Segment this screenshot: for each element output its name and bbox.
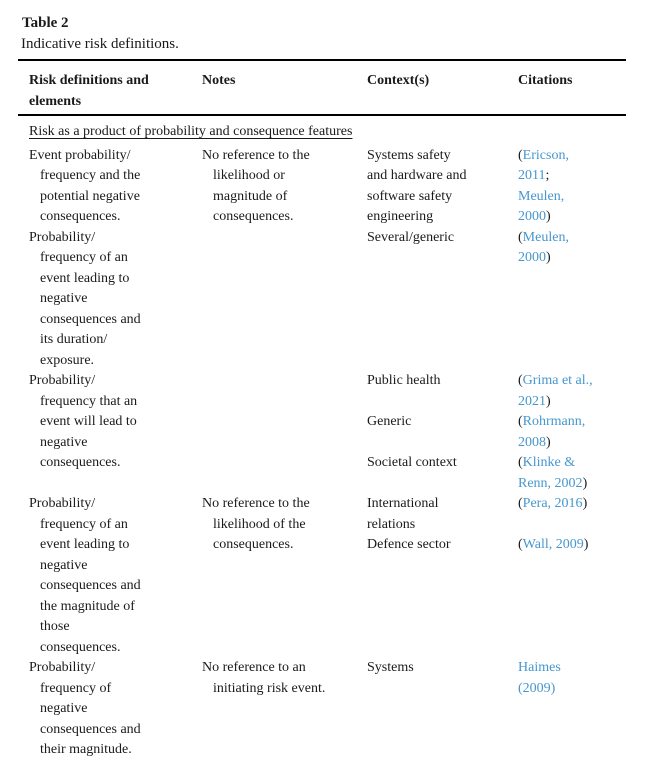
table-caption: Indicative risk definitions. [21, 36, 179, 52]
citation-punct: ) [546, 250, 551, 265]
citation-line [518, 433, 626, 454]
text-line: Generic [367, 414, 412, 429]
citation-line [518, 392, 626, 413]
text-line: negative [40, 701, 88, 716]
text-line: Probability/ [29, 373, 96, 388]
text-line: consequences and [40, 721, 141, 737]
text-line: negative [40, 291, 88, 306]
citation-punct: ) [583, 537, 589, 552]
table-row [18, 228, 626, 372]
citation-line [518, 166, 626, 187]
citation-line [518, 371, 626, 392]
citation-punct: ) [582, 475, 588, 491]
citation-link[interactable]: 2021 [518, 393, 546, 409]
citation-link[interactable]: Renn, 2002 [518, 475, 583, 491]
citation-line [518, 248, 626, 269]
text-line: frequency of [40, 680, 112, 696]
citation-line [518, 453, 626, 474]
text-line: likelihood of the [213, 516, 306, 532]
risk-definitions-table [18, 59, 626, 761]
section-heading: Risk as a product of probability and consequence features [29, 124, 353, 139]
citation-link[interactable]: Grima et al., [522, 373, 593, 388]
text-line: event will lead to [40, 414, 137, 429]
citation-punct: ) [582, 496, 588, 511]
citation-line [518, 658, 626, 679]
citation-line [518, 412, 626, 433]
citation-punct: ( [518, 455, 523, 470]
text-line: initiating risk event. [213, 680, 326, 696]
text-line: Societal context [367, 455, 457, 470]
citation-link[interactable]: Klinke & [522, 455, 576, 470]
text-line: elements [29, 93, 82, 109]
text-line: consequences and [40, 311, 141, 327]
text-line: their magnitude. [40, 742, 132, 757]
text-line: Context(s) [367, 73, 430, 88]
text-line: event leading to [40, 537, 130, 552]
table-row [18, 146, 626, 228]
text-line: Citations [518, 73, 573, 88]
text-line: the magnitude of [40, 598, 135, 614]
text-line: No reference to the [202, 496, 310, 511]
text-line: event leading to [40, 270, 130, 286]
definition-cell [29, 658, 202, 761]
text-line: engineering [367, 209, 434, 224]
citation-punct: ( [518, 147, 523, 163]
text-line: consequences. [213, 209, 294, 224]
text-line: consequences. [40, 455, 121, 470]
text-line: its duration/ [40, 332, 108, 347]
citation-line [518, 474, 626, 495]
column-header-risk-definitions-and-elements [29, 71, 202, 112]
notes-cell [202, 494, 367, 658]
citation-punct: ( [518, 537, 523, 552]
text-line: and hardware and [367, 168, 467, 183]
text-line: Public health [367, 373, 441, 388]
table-row [18, 494, 626, 658]
text-line: International [367, 496, 439, 511]
citations-cell [518, 371, 626, 494]
citation-line [518, 535, 626, 556]
notes-cell [202, 146, 367, 228]
citation-line [518, 187, 626, 208]
text-line: potential negative [40, 188, 140, 204]
text-line: frequency of an [40, 250, 128, 265]
definition-cell [29, 494, 202, 658]
text-line: negative [40, 434, 88, 450]
text-line: consequences. [40, 209, 121, 224]
citation-punct: ) [546, 393, 551, 409]
text-line [367, 392, 518, 413]
citation-line [518, 146, 626, 167]
citations-cell [518, 658, 626, 761]
citation-link[interactable]: Meulen, [522, 229, 569, 245]
citation-punct: ( [518, 373, 523, 388]
citations-cell [518, 494, 626, 658]
citation-line [518, 207, 626, 228]
text-line: magnitude of [213, 188, 288, 204]
citation-link[interactable]: Ericson, [522, 147, 569, 163]
citation-punct: ( [518, 414, 523, 429]
citation-link[interactable]: 2000 [518, 209, 546, 224]
table-row [18, 658, 626, 761]
text-line: those [40, 619, 70, 634]
text-line: Several/generic [367, 229, 455, 245]
column-header-contexts [367, 71, 518, 112]
citation-line [518, 228, 626, 249]
column-header-citations [518, 71, 626, 112]
context-cell [367, 228, 518, 372]
text-line: Probability/ [29, 229, 96, 245]
citation-punct: ) [546, 434, 551, 450]
citation-punct: ; [545, 168, 550, 183]
citation-line [518, 494, 626, 515]
citations-cell [518, 228, 626, 372]
context-cell [367, 494, 518, 658]
citation-link[interactable]: Haimes [518, 660, 561, 675]
citation-link[interactable]: Meulen, [518, 188, 565, 204]
text-line: frequency and the [40, 168, 141, 183]
text-line: consequences. [213, 537, 294, 552]
text-line: likelihood or [213, 168, 285, 183]
text-line: Systems [367, 660, 414, 675]
notes-cell [202, 658, 367, 761]
text-line: frequency that an [40, 393, 138, 409]
text-line: relations [367, 516, 416, 532]
section-heading-row [18, 116, 626, 146]
citation-link[interactable]: 2000 [518, 250, 546, 265]
definition-cell [29, 228, 202, 372]
text-line: consequences. [40, 639, 121, 655]
citation-link[interactable]: 2011 [518, 168, 546, 183]
text-line: Systems safety [367, 147, 451, 163]
definition-cell [29, 146, 202, 228]
context-cell [367, 371, 518, 494]
notes-cell [202, 228, 367, 372]
text-line: Probability/ [29, 660, 96, 675]
table-header-row [18, 61, 626, 116]
text-line: Probability/ [29, 496, 96, 511]
citation-line [518, 679, 626, 700]
context-cell [367, 146, 518, 228]
text-line: consequences and [40, 578, 141, 593]
text-line: Risk definitions and [29, 73, 149, 88]
citation-link[interactable]: (2009) [518, 680, 556, 696]
column-header-notes [202, 71, 367, 112]
text-line: negative [40, 557, 88, 573]
text-line: software safety [367, 188, 453, 204]
citation-link[interactable]: 2008 [518, 434, 546, 450]
citation-punct: ( [518, 229, 523, 245]
citation-link[interactable]: Rohrmann, [522, 414, 586, 429]
citation-link[interactable]: Pera, 2016 [522, 496, 583, 511]
citation-link[interactable]: Wall, 2009 [522, 537, 584, 552]
text-line: Event probability/ [29, 147, 131, 163]
citations-cell [518, 146, 626, 228]
citation-line [518, 515, 626, 536]
context-cell [367, 658, 518, 761]
text-line: Defence sector [367, 537, 451, 552]
text-line: No reference to the [202, 147, 310, 163]
text-line: frequency of an [40, 516, 128, 532]
definition-cell [29, 371, 202, 494]
text-line: exposure. [40, 352, 95, 368]
text-line [367, 433, 518, 454]
citation-punct: ) [546, 209, 551, 224]
table-title: Table 2 [22, 15, 69, 31]
table-row [18, 371, 626, 494]
table-body [18, 146, 626, 761]
text-line: No reference to an [202, 660, 306, 675]
text-line: Notes [202, 73, 236, 88]
citation-punct: ( [518, 496, 523, 511]
notes-cell [202, 371, 367, 494]
